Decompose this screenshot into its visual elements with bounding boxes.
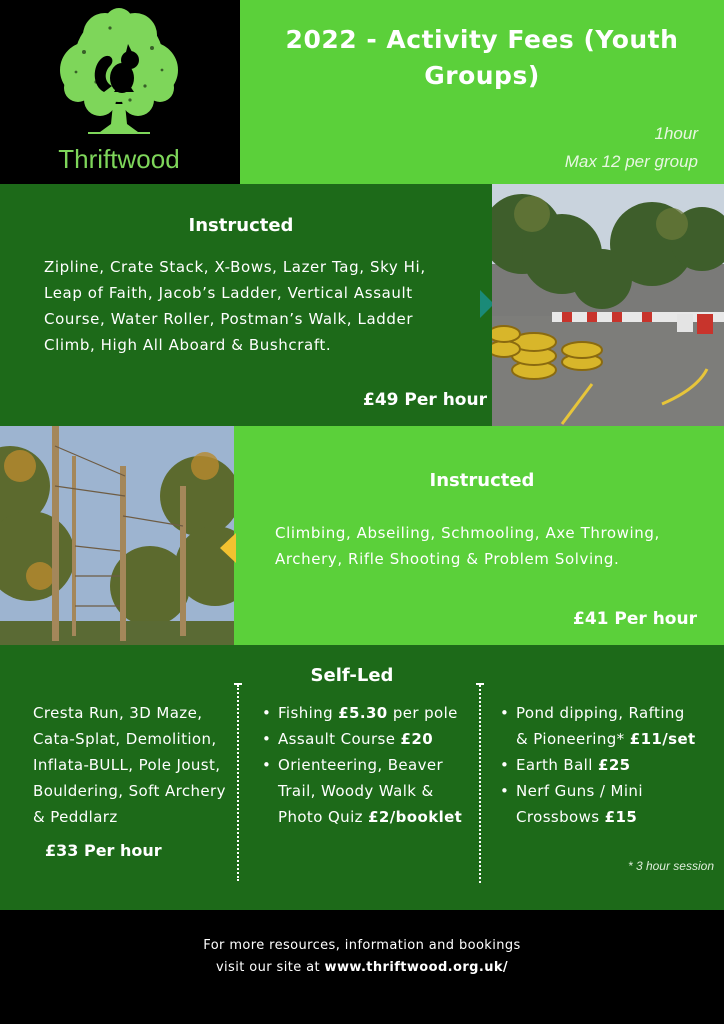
session-duration: 1hour (654, 124, 698, 143)
footer-link-prefix: visit our site at (215, 960, 325, 975)
footer (0, 910, 724, 1024)
photo-go-kart-track (492, 184, 724, 426)
footer-line: For more resources, information and bookings (203, 938, 521, 953)
website-link[interactable]: www.thriftwood.org.uk/ (324, 960, 509, 975)
brand-name: Thriftwood (58, 144, 180, 174)
group-limit: Max 12 per group (564, 152, 698, 171)
column-divider (237, 685, 239, 881)
section-heading: Instructed (188, 215, 294, 236)
footer-link-line (0, 960, 724, 975)
list-item: • Pond dipping, Rafting & Pioneering* £11/set (500, 700, 700, 752)
instructed-section-1 (0, 184, 492, 426)
instructed-section-2 (234, 426, 724, 645)
price-label: £49 Per hour (363, 390, 487, 410)
self-led-section (0, 645, 724, 910)
self-led-priced-list-1 (262, 700, 467, 830)
self-led-priced-list-2 (500, 700, 700, 830)
list-item: • Orienteering, Beaver Trail, Woody Walk & Photo Quiz £2/booklet (262, 752, 467, 830)
list-item: • Earth Ball £25 (500, 752, 700, 778)
list-item: • Fishing £5.30 per pole (262, 700, 467, 726)
footnote: * 3 hour session (627, 859, 714, 873)
photo-high-ropes-course (0, 426, 234, 645)
price-label: £41 Per hour (573, 609, 697, 629)
section-heading: Self-Led (310, 665, 394, 686)
list-item: • Assault Course £20 (262, 726, 467, 752)
list-item: • Nerf Guns / Mini Crossbows £15 (500, 778, 700, 830)
title-panel (240, 0, 724, 184)
section-heading: Instructed (429, 470, 535, 491)
logo-panel (0, 0, 238, 184)
activity-list: Climbing, Abseiling, Schmooling, Axe Throwing, Archery, Rifle Shooting & Problem Solving. (275, 524, 660, 568)
price-label: £33 Per hour (45, 841, 162, 860)
column-divider (479, 685, 481, 883)
page-title: 2022 - Activity Fees (Youth Groups) (285, 25, 679, 90)
self-led-activities: Cresta Run, 3D Maze, Cata-Splat, Demolition, Inflata-BULL, Pole Joust, Bouldering, Soft Archery & Peddlarz (33, 704, 226, 826)
activity-list: Zipline, Crate Stack, X-Bows, Lazer Tag, Sky Hi, Leap of Faith, Jacob’s Ladder, Vertical Assault Course, Water Roller, Postman’s Walk, Ladder Climb, High All Aboard & Bushcraft. (44, 258, 426, 354)
arrow-left-icon (220, 533, 236, 563)
